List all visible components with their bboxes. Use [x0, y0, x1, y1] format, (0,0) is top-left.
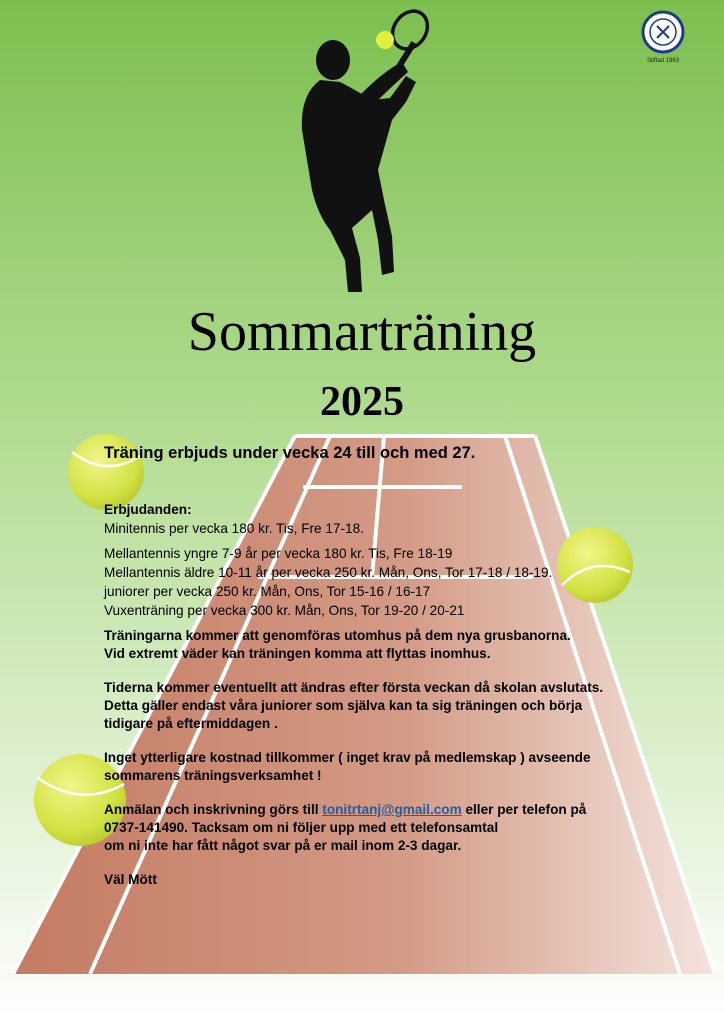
- offer-item: Vuxenträning per vecka 300 kr. Mån, Ons, Tor 19-20 / 20-21: [104, 603, 465, 618]
- page-title: Sommarträning: [187, 301, 537, 363]
- info-text: [104, 627, 664, 905]
- location-paragraph: Träningarna kommer att genomföras utomhus på dem nya grusbanorna. Vid extremt väder kan träningen komma att flyttas inomhus.: [104, 628, 571, 661]
- schedule-change-paragraph: Tiderna kommer eventuellt att ändras efter första veckan då skolan avslutats. Detta gäller endast våra juniorer som själva kan ta sig träningen och börja tidigare på eftermiddagen .: [104, 680, 604, 731]
- intro-text: Träning erbjuds under vecka 24 till och med 27.: [104, 444, 476, 462]
- cost-paragraph: Inget ytterligare kostnad tillkommer ( inget krav på medlemskap ) avseende sommarens träningsverksamhet !: [104, 750, 591, 783]
- offer-item: Mellantennis äldre 10-11 år per vecka 250 kr. Mån, Ons, Tor 17-18 / 18-19.: [104, 565, 553, 580]
- email-link[interactable]: tonitrtanj@gmail.com: [322, 802, 462, 817]
- offers-section: [104, 500, 552, 620]
- year-heading: 2025: [320, 379, 404, 425]
- offer-item: juniorer per vecka 250 kr. Mån, Ons, Tor 15-16 / 16-17: [104, 584, 431, 599]
- offer-item: Minitennis per vecka 180 kr. Tis, Fre 17-18.: [104, 521, 364, 536]
- closing-text: Väl Mött: [104, 872, 157, 887]
- tennis-ball-icon: [557, 527, 633, 603]
- logo-founded-label: Stiftad 1963: [647, 58, 680, 64]
- contact-paragraph: Anmälan och inskrivning görs till tonitrtanj@gmail.com eller per telefon på 0737-141490. Tacksam om ni följer upp med ett telefonsamtal om ni inte har fått något svar på er mail inom 2-3 dagar.: [104, 802, 587, 853]
- offers-heading: Erbjudanden:: [104, 502, 192, 517]
- club-logo-icon: [641, 10, 685, 54]
- offer-item: Mellantennis yngre 7-9 år per vecka 180 kr. Tis, Fre 18-19: [104, 546, 453, 561]
